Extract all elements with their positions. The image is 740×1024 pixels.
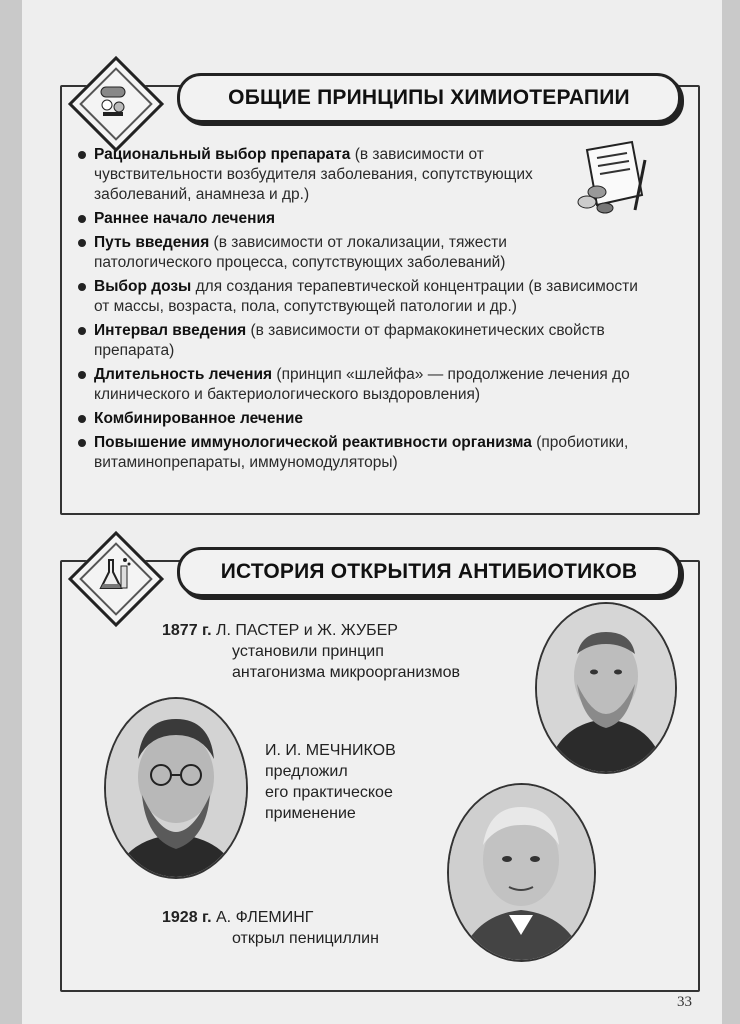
pasteur-names: Л. ПАСТЕР и Ж. ЖУБЕР [216, 622, 398, 639]
principle-item: Рациональный выбор препарата (в зависимости от чувствительности возбудителя заболевания, сопутствующих заболеваний, анамнеза и др.) [76, 145, 554, 205]
principle-item: Длительность лечения (принцип «шлейфа» — продолжение лечения до клинического и бактериологического выздоровления) [76, 365, 684, 405]
history-title: ИСТОРИЯ ОТКРЫТИЯ АНТИБИОТИКОВ [177, 547, 681, 597]
fleming-caption: 1928 г. А. ФЛЕМИНГ открыл пенициллин [162, 909, 379, 947]
mechnikov-portrait [104, 697, 248, 879]
pills-icon [89, 77, 137, 125]
pasteur-portrait [535, 602, 677, 774]
flask-icon [89, 552, 137, 600]
fleming-portrait [447, 783, 596, 962]
principle-item: Путь введения (в зависимости от локализации, тяжести патологического процесса, сопутствующих заболеваний) [76, 233, 624, 273]
book-page [22, 0, 722, 1024]
principle-item: Раннее начало лечения [76, 209, 676, 229]
fleming-year: 1928 г. [162, 909, 212, 926]
principles-title: ОБЩИЕ ПРИНЦИПЫ ХИМИОТЕРАПИИ [177, 73, 681, 123]
mechnikov-caption: И. И. МЕЧНИКОВ предложил его практическое применение [265, 742, 396, 822]
pasteur-caption: 1877 г. Л. ПАСТЕР и Ж. ЖУБЕР установили принцип антагонизма микроорганизмов [162, 622, 461, 681]
principle-item: Повышение иммунологической реактивности организма (пробиотики, витаминопрепараты, иммуномодуляторы) [76, 433, 689, 473]
principles-list [76, 145, 676, 477]
fleming-name: А. ФЛЕМИНГ [216, 909, 314, 926]
principle-item: Интервал введения (в зависимости от фармакокинетических свойств препарата) [76, 321, 669, 361]
pasteur-year: 1877 г. [162, 622, 212, 639]
page-number: 33 [677, 994, 692, 1010]
principle-item: Комбинированное лечение [76, 409, 676, 429]
principle-item: Выбор дозы для создания терапевтической концентрации (в зависимости от массы, возраста, пола, сопутствующей патологии и др.) [76, 277, 639, 317]
mechnikov-name: И. И. МЕЧНИКОВ [265, 742, 396, 759]
